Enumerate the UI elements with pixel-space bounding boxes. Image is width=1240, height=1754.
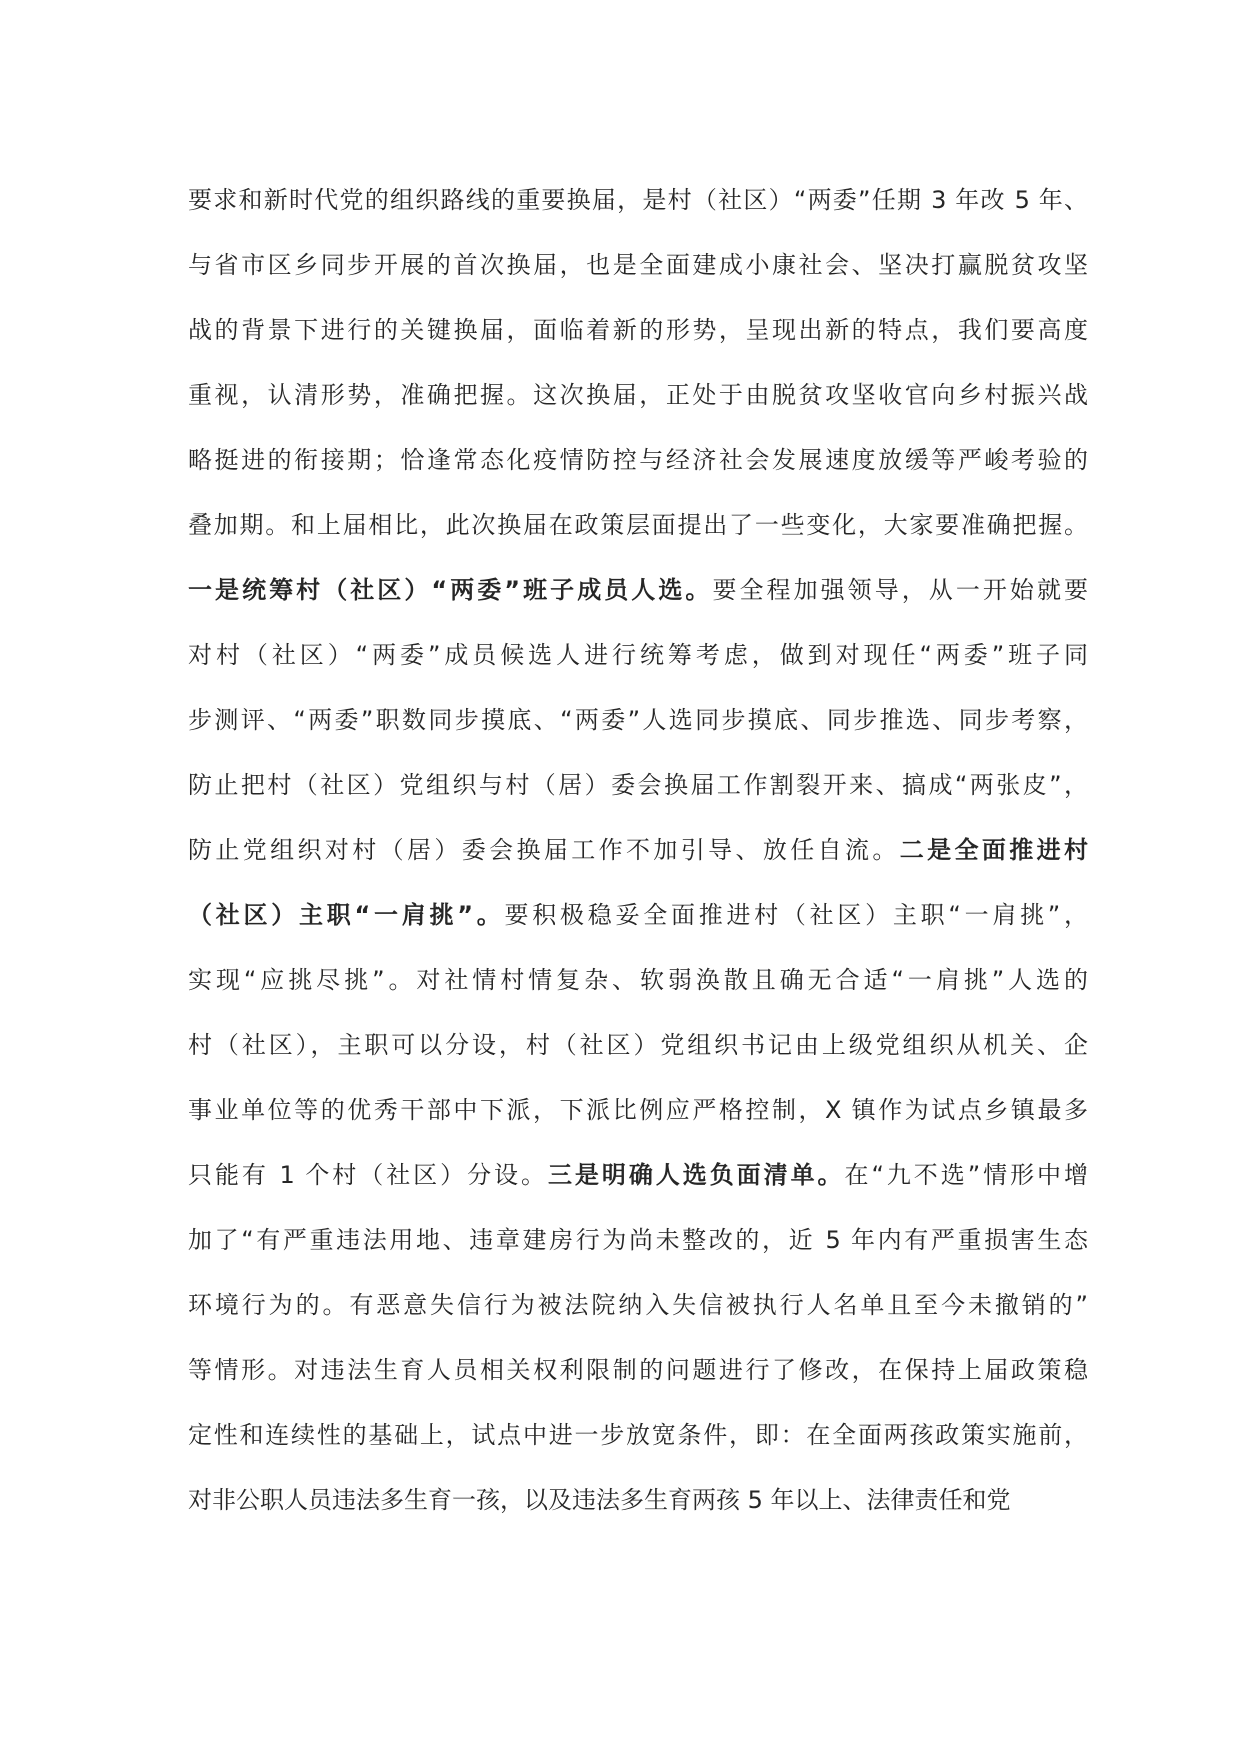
body-text-segment: 要全程加强领导，从一开始就要 <box>712 576 1089 604</box>
text-line <box>188 1338 1088 1403</box>
body-text-segment: 防止党组织对村（居）委会换届工作不加引导、放任自流。 <box>188 836 900 864</box>
text-line <box>188 1143 1088 1208</box>
body-text-segment: 要求和新时代党的组织路线的重要换届，是村（社区）“两委”任期 3 年改 5 年、 <box>188 186 1088 214</box>
text-line <box>188 1468 1088 1533</box>
text-line <box>188 1273 1088 1338</box>
body-text-segment: 事业单位等的优秀干部中下派，下派比例应严格控制，X 镇作为试点乡镇最多 <box>188 1096 1088 1124</box>
text-line <box>188 168 1088 233</box>
body-text-segment: 防止把村（社区）党组织与村（居）委会换届工作割裂开来、搞成“两张皮”， <box>188 771 1088 799</box>
body-text-segment: 实现“应挑尽挑”。对社情村情复杂、软弱涣散且确无合适“一肩挑”人选的 <box>188 966 1088 994</box>
body-text-segment: 在“九不选”情形中增 <box>844 1161 1088 1189</box>
body-text-segment: 与省市区乡同步开展的首次换届，也是全面建成小康社会、坚决打赢脱贫攻坚 <box>188 251 1088 279</box>
text-line <box>188 558 1088 623</box>
text-line <box>188 493 1088 558</box>
text-line <box>188 1403 1088 1468</box>
text-line <box>188 753 1088 818</box>
body-text-segment: 定性和连续性的基础上，试点中进一步放宽条件，即：在全面两孩政策实施前， <box>188 1421 1088 1449</box>
body-text-segment: 略挺进的衔接期；恰逢常态化疫情防控与经济社会发展速度放缓等严峻考验的 <box>188 446 1088 474</box>
text-line <box>188 298 1088 363</box>
text-line <box>188 233 1088 298</box>
bold-heading-text: 一是统筹村（社区）“两委”班子成员人选。 <box>188 576 713 604</box>
body-text-segment: 等情形。对违法生育人员相关权利限制的问题进行了修改，在保持上届政策稳 <box>188 1356 1088 1384</box>
body-text <box>188 168 1088 1533</box>
bold-heading-text: 三是明确人选负面清单。 <box>547 1161 845 1189</box>
body-text-segment: 村（社区），主职可以分设，村（社区）党组织书记由上级党组织从机关、企 <box>188 1031 1088 1059</box>
bold-heading-text: （社区）主职“一肩挑”。 <box>188 901 505 929</box>
text-line <box>188 1013 1088 1078</box>
body-text-segment: 对非公职人员违法多生育一孩，以及违法多生育两孩 5 年以上、法律责任和党 <box>188 1486 1011 1514</box>
text-line <box>188 428 1088 493</box>
text-line <box>188 688 1088 753</box>
text-line <box>188 818 1088 883</box>
body-text-segment: 只能有 1 个村（社区）分设。 <box>188 1161 548 1189</box>
body-text-segment: 加了“有严重违法用地、违章建房行为尚未整改的，近 5 年内有严重损害生态 <box>188 1226 1088 1254</box>
text-line <box>188 363 1088 428</box>
body-text-segment: 叠加期。和上届相比，此次换届在政策层面提出了一些变化，大家要准确把握。 <box>188 511 1088 539</box>
body-text-segment: 重视，认清形势，准确把握。这次换届，正处于由脱贫攻坚收官向乡村振兴战 <box>188 381 1088 409</box>
text-line <box>188 623 1088 688</box>
body-text-segment: 步测评、“两委”职数同步摸底、“两委”人选同步摸底、同步推选、同步考察， <box>188 706 1088 734</box>
text-line <box>188 1208 1088 1273</box>
body-text-segment: 环境行为的。有恶意失信行为被法院纳入失信被执行人名单且至今未撤销的” <box>188 1291 1088 1319</box>
body-text-segment: 对村（社区）“两委”成员候选人进行统筹考虑，做到对现任“两委”班子同 <box>188 641 1088 669</box>
body-text-segment: 要积极稳妥全面推进村（社区）主职“一肩挑”， <box>504 901 1088 929</box>
body-text-segment: 战的背景下进行的关键换届，面临着新的形势，呈现出新的特点，我们要高度 <box>188 316 1088 344</box>
text-line <box>188 1078 1088 1143</box>
bold-heading-text: 二是全面推进村 <box>899 836 1088 864</box>
text-line <box>188 948 1088 1013</box>
text-line <box>188 883 1088 948</box>
